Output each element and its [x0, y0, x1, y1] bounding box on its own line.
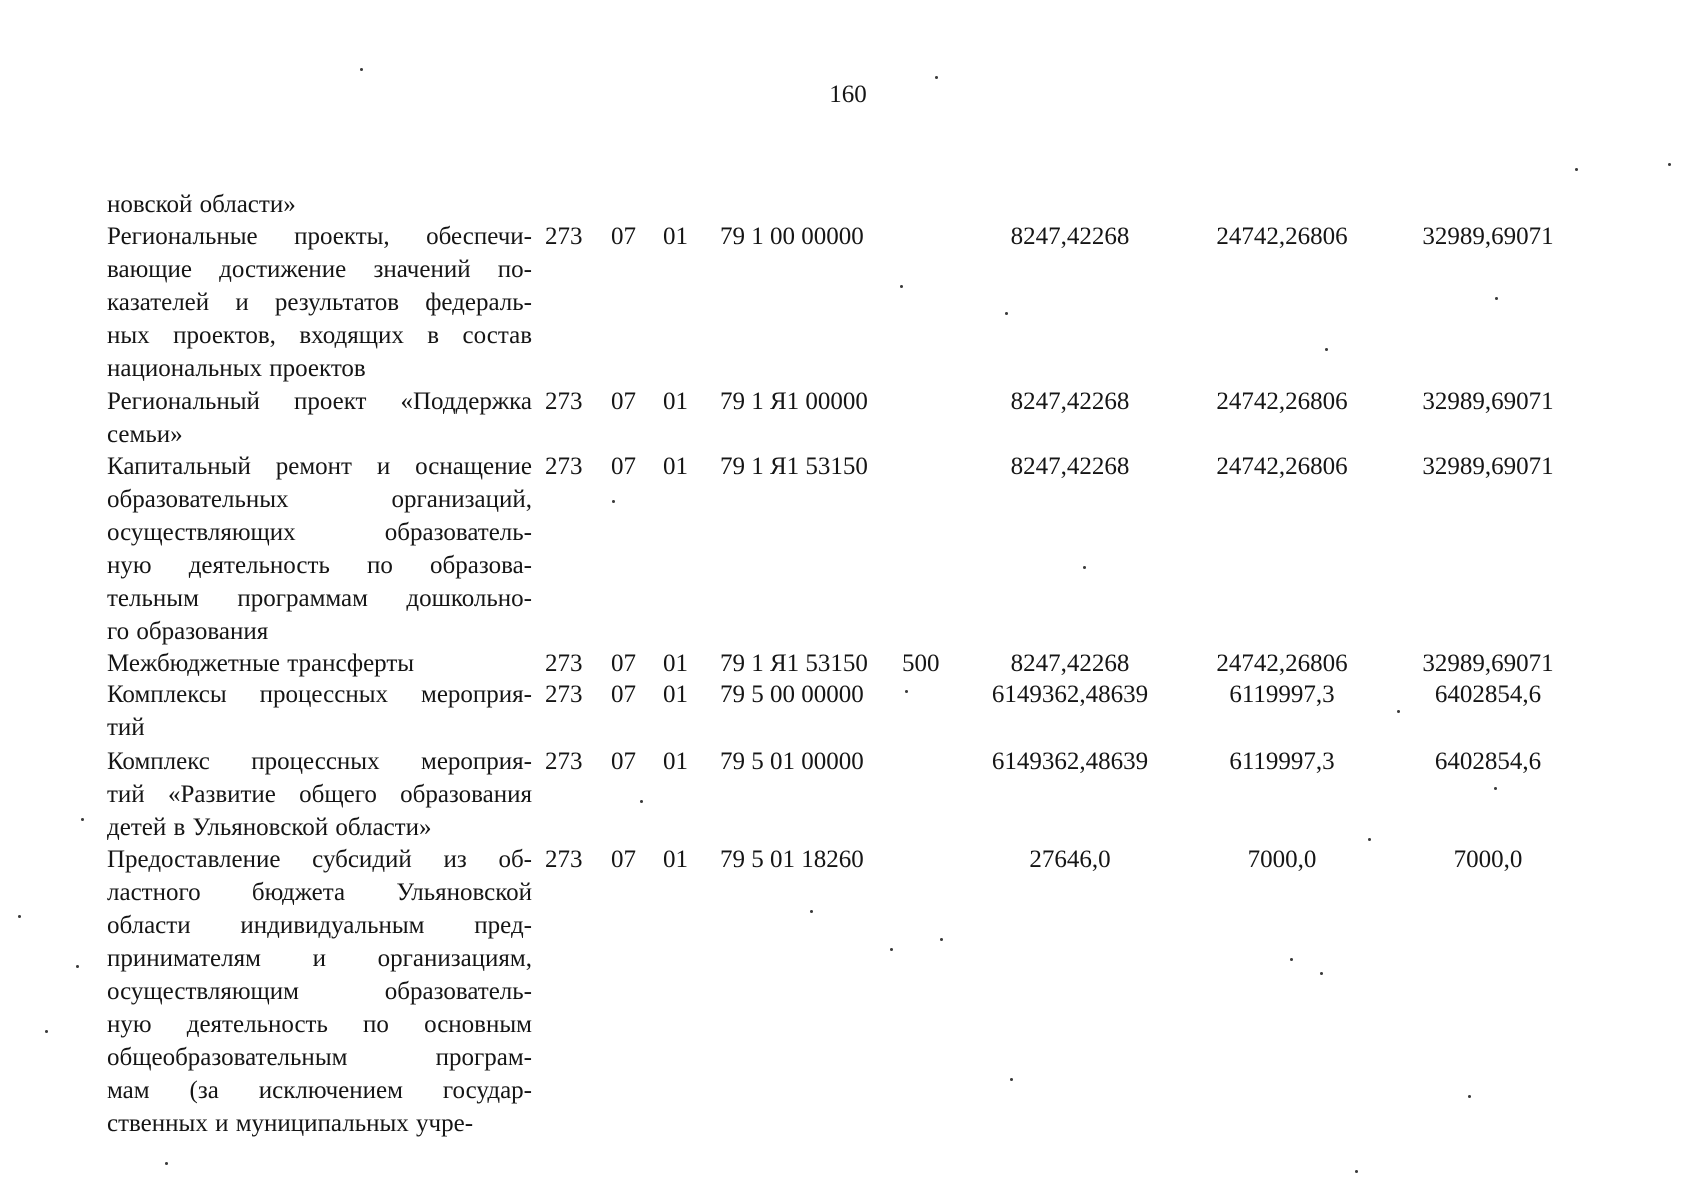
row-name-line: го образования: [107, 618, 269, 645]
row-name-line: мам (за исключением государ-: [107, 1077, 532, 1104]
row-name-line: осуществляющих образователь-: [107, 519, 532, 546]
amount-year-2: 24742,26806: [1216, 223, 1348, 250]
amount-year-1: 8247,42268: [1010, 223, 1130, 250]
amount-year-1: 6149362,48639: [991, 748, 1149, 775]
table-row: [0, 678, 1696, 744]
row-name: [107, 843, 532, 1140]
department-code: 273: [545, 388, 583, 415]
scan-speck: [905, 690, 908, 693]
row-name-line: области индивидуальным пред-: [107, 912, 532, 939]
row-name: [107, 220, 532, 385]
row-name-line: ную деятельность по основным: [107, 1011, 532, 1038]
amount-year-1: 6149362,48639: [991, 681, 1149, 708]
row-name-line: тий: [107, 714, 145, 741]
amount-year-1: 8247,42268: [1010, 388, 1130, 415]
row-name: [107, 385, 532, 451]
row-name: [107, 450, 532, 648]
table-row: [0, 745, 1696, 844]
scan-speck: [1494, 787, 1497, 790]
target-article-code: 79 5 01 00000: [720, 748, 864, 775]
amount-year-2: 6119997,3: [1229, 681, 1335, 708]
scan-speck: [1668, 163, 1671, 166]
subsection-code: 01: [663, 748, 688, 775]
scan-speck: [1575, 168, 1578, 171]
scan-speck: [1290, 958, 1293, 961]
target-article-code: 79 1 00 00000: [720, 223, 864, 250]
row-name-line: ную деятельность по образова-: [107, 552, 532, 579]
row-name-line: семьи»: [107, 421, 183, 448]
subsection-code: 01: [663, 453, 688, 480]
department-code: 273: [545, 846, 583, 873]
target-article-code: 79 1 Я1 53150: [720, 650, 868, 677]
row-name-line: детей в Ульяновской области»: [107, 814, 432, 841]
row-name: [107, 745, 532, 844]
expense-type-code: 500: [902, 650, 940, 677]
department-code: 273: [545, 453, 583, 480]
row-name-line: национальных проектов: [107, 355, 366, 382]
department-code: 273: [545, 681, 583, 708]
row-name-line: Комплексы процессных мероприя-: [107, 681, 532, 708]
amount-year-3: 6402854,6: [1434, 681, 1542, 708]
row-name-line: осуществляющим образователь-: [107, 978, 532, 1005]
subsection-code: 01: [663, 681, 688, 708]
subsection-code: 01: [663, 650, 688, 677]
subsection-code: 01: [663, 388, 688, 415]
subsection-code: 01: [663, 846, 688, 873]
amount-year-1: 8247,42268: [1010, 453, 1130, 480]
amount-year-3: 32989,69071: [1422, 453, 1554, 480]
scan-speck: [1368, 838, 1371, 841]
amount-year-2: 6119997,3: [1229, 748, 1335, 775]
row-name-line: ственных и муниципальных учре-: [107, 1110, 474, 1137]
row-name-line: общеобразовательным програм-: [107, 1044, 532, 1071]
row-name: [107, 647, 532, 680]
row-name: [107, 678, 532, 744]
target-article-code: 79 5 00 00000: [720, 681, 864, 708]
scan-speck: [76, 965, 79, 968]
amount-year-3: 32989,69071: [1422, 223, 1554, 250]
scan-speck: [165, 1162, 168, 1165]
scan-speck: [1397, 710, 1400, 713]
row-name-line: новской области»: [107, 191, 296, 218]
table-row: [0, 647, 1696, 680]
amount-year-2: 7000,0: [1247, 846, 1317, 873]
row-name-line: ластного бюджета Ульяновской: [107, 879, 532, 906]
row-name-line: Региональные проекты, обеспечи-: [107, 223, 532, 250]
amount-year-3: 6402854,6: [1434, 748, 1542, 775]
scan-speck: [1355, 1170, 1358, 1173]
department-code: 273: [545, 748, 583, 775]
scan-speck: [1005, 312, 1008, 315]
amount-year-3: 32989,69071: [1422, 650, 1554, 677]
row-name-line: тий «Развитие общего образования: [107, 781, 532, 808]
row-name: [107, 188, 532, 221]
scan-speck: [890, 948, 893, 951]
section-code: 07: [611, 681, 636, 708]
scan-speck: [640, 800, 643, 803]
target-article-code: 79 1 Я1 00000: [720, 388, 868, 415]
row-name-line: Региональный проект «Поддержка: [107, 388, 532, 415]
row-name-line: казателей и результатов федераль-: [107, 289, 532, 316]
row-name-line: Предоставление субсидий из об-: [107, 846, 532, 873]
row-name-line: тельным программам дошкольно-: [107, 585, 532, 612]
section-code: 07: [611, 650, 636, 677]
row-name-line: Комплекс процессных мероприя-: [107, 748, 532, 775]
row-name-line: принимателям и организациям,: [107, 945, 532, 972]
section-code: 07: [611, 388, 636, 415]
scan-speck: [1325, 348, 1328, 351]
table-row: [0, 450, 1696, 648]
subsection-code: 01: [663, 223, 688, 250]
section-code: 07: [611, 453, 636, 480]
target-article-code: 79 1 Я1 53150: [720, 453, 868, 480]
amount-year-3: 7000,0: [1453, 846, 1523, 873]
scan-speck: [810, 910, 813, 913]
row-name-line: образовательных организаций,: [107, 486, 532, 513]
row-name-line: ных проектов, входящих в состав: [107, 322, 532, 349]
row-name-line: вающие достижение значений по-: [107, 256, 532, 283]
row-name-line: Капитальный ремонт и оснащение: [107, 453, 532, 480]
scan-speck: [940, 938, 943, 941]
department-code: 273: [545, 650, 583, 677]
amount-year-3: 32989,69071: [1422, 388, 1554, 415]
amount-year-1: 8247,42268: [1010, 650, 1130, 677]
scan-speck: [81, 818, 84, 821]
table-row: [0, 188, 1696, 221]
scan-speck: [18, 915, 21, 918]
scan-speck: [1010, 1078, 1013, 1081]
row-name-line: Межбюджетные трансферты: [107, 650, 415, 677]
scan-speck: [1495, 297, 1498, 300]
scan-speck: [612, 500, 615, 503]
scan-speck: [935, 76, 938, 79]
section-code: 07: [611, 846, 636, 873]
amount-year-2: 24742,26806: [1216, 650, 1348, 677]
target-article-code: 79 5 01 18260: [720, 846, 864, 873]
scan-speck: [360, 68, 363, 71]
table-row: [0, 843, 1696, 1140]
scan-speck: [1320, 972, 1323, 975]
department-code: 273: [545, 223, 583, 250]
scan-speck: [1468, 1095, 1471, 1098]
page-number: 160: [829, 81, 867, 108]
scan-speck: [900, 285, 903, 288]
section-code: 07: [611, 223, 636, 250]
section-code: 07: [611, 748, 636, 775]
amount-year-2: 24742,26806: [1216, 388, 1348, 415]
amount-year-1: 27646,0: [1029, 846, 1111, 873]
table-row: [0, 220, 1696, 385]
amount-year-2: 24742,26806: [1216, 453, 1348, 480]
scan-speck: [1083, 566, 1086, 569]
table-row: [0, 385, 1696, 451]
scan-speck: [45, 1030, 48, 1033]
